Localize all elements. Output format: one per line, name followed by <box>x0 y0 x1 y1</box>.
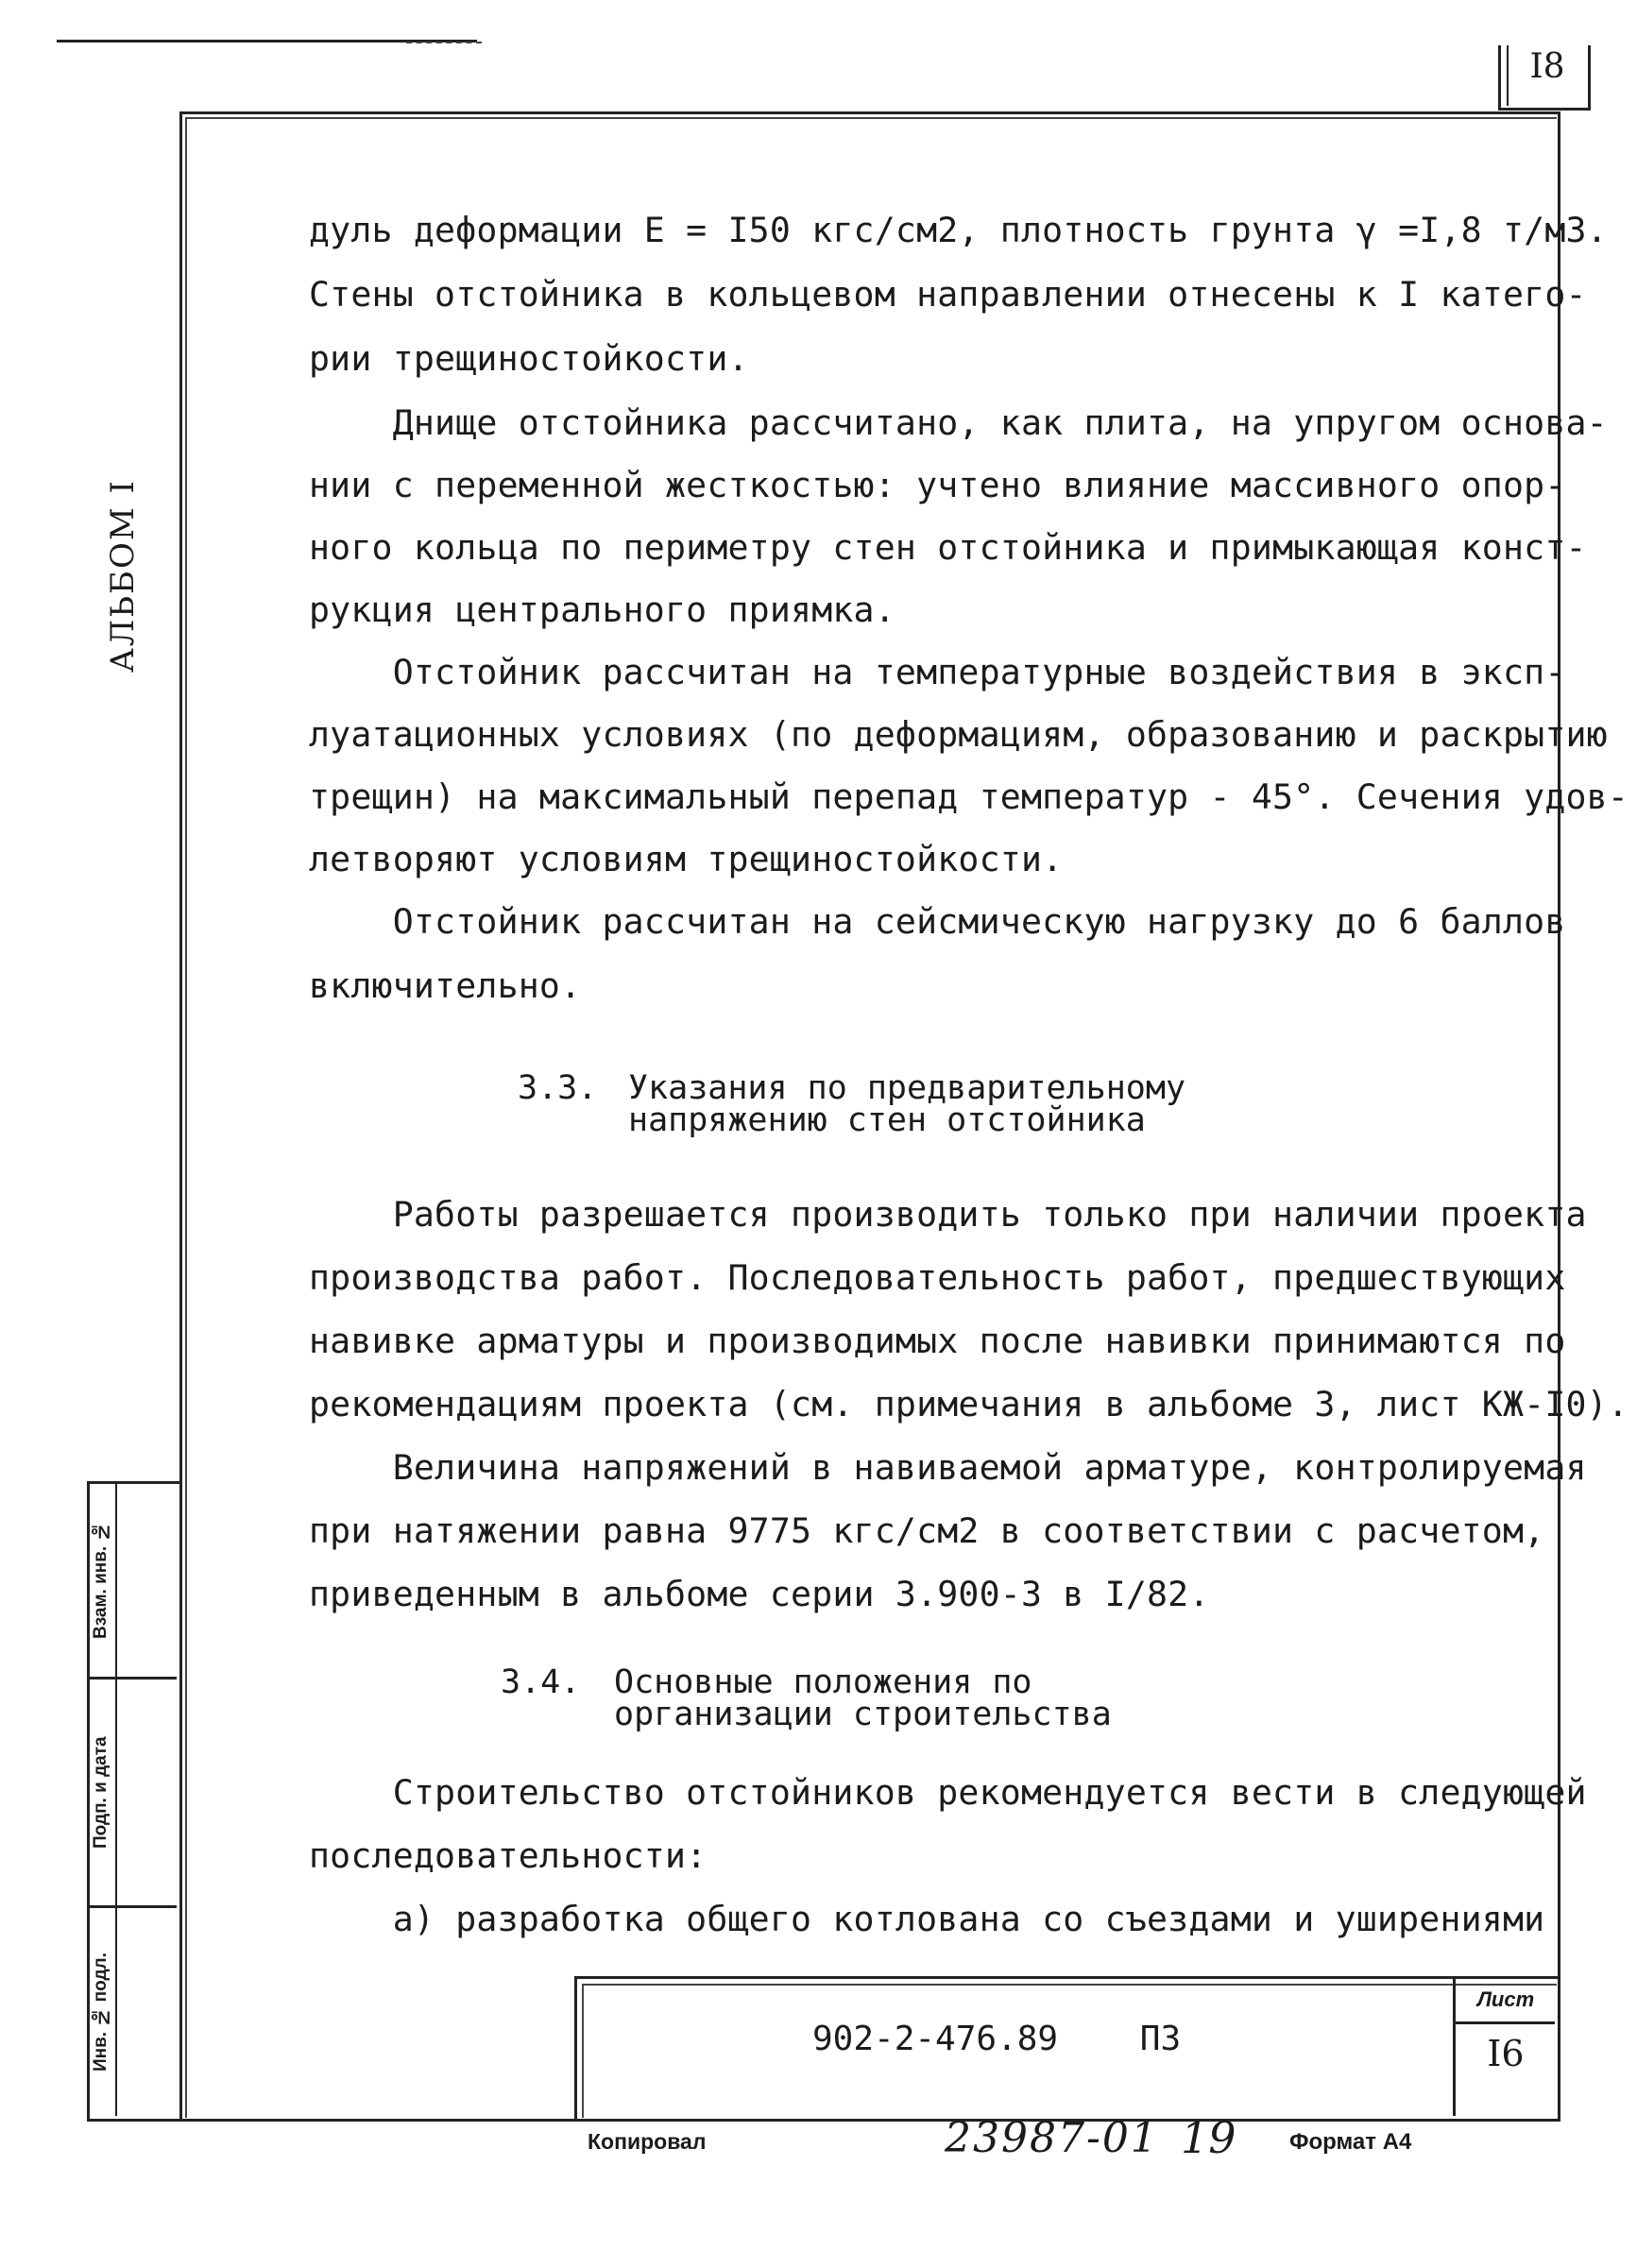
text-line: навивке арматуры и производимых после навивки принимаются по <box>309 1321 1566 1361</box>
footer-copied-label: Копировал <box>588 2129 707 2154</box>
text-line: производства работ. Последовательность работ, предшествующих <box>309 1257 1566 1298</box>
album-label: АЛЬБОМ I <box>104 479 142 674</box>
section-3-3-number: 3.3. <box>518 1069 598 1107</box>
section-3-4-title-line1: Основные положения по <box>614 1663 1032 1701</box>
text-line: а) разработка общего котлована со съездами и уширениями <box>309 1899 1545 1939</box>
text-line: Строительство отстойников рекомендуется вести в следующей <box>309 1772 1587 1813</box>
footer-handwritten-page: 19 <box>1181 2112 1236 2163</box>
footer-handwritten-number: 23987-01 <box>945 2114 1159 2162</box>
top-dashed-rule <box>406 42 482 43</box>
text-line: Стены отстойника в кольцевом направлении отнесены к I катего- <box>309 274 1587 315</box>
text-line: рукция центрального приямка. <box>309 589 895 630</box>
section-3-3-title-line1: Указания по предварительному <box>628 1069 1186 1107</box>
stamp-inv-replace-label: Взам. инв. № <box>91 1521 111 1640</box>
section-3-3-title-line2: напряжению стен отстойника <box>628 1101 1146 1139</box>
stamp-column-rule <box>115 1484 117 2116</box>
text-line: Работы разрешается производить только при наличии проекта <box>309 1194 1587 1235</box>
sheet-label: Лист <box>1476 1987 1535 2011</box>
text-line: летворяют условиям трещиностойкости. <box>309 839 1064 879</box>
text-line: Отстойник рассчитан на сейсмическую нагрузку до 6 баллов <box>309 901 1566 942</box>
text-line: дуль деформации E = I50 кгс/см2, плотность грунта γ =I,8 т/м3. <box>309 210 1608 250</box>
text-line: рекомендациям проекта (см. примечания в альбоме 3, лист КЖ-I0). <box>309 1384 1629 1424</box>
stamp-divider <box>90 1677 177 1680</box>
text-line: приведенным в альбоме серии 3.900-3 в I/82. <box>309 1574 1210 1614</box>
page-number-box-inner-rule <box>1507 45 1509 106</box>
text-line: ного кольца по периметру стен отстойника и примыкающая конст- <box>309 527 1587 568</box>
text-line: последовательности: <box>309 1835 708 1876</box>
text-line: луатационных условиях (по деформациям, образованию и раскрытию <box>309 714 1608 755</box>
text-line: включительно. <box>309 965 582 1006</box>
stamp-divider <box>90 1905 177 1908</box>
sheet-number: I6 <box>1487 2033 1525 2074</box>
text-line: нии с переменной жесткостью: учтено влияние массивного опор- <box>309 465 1566 505</box>
title-block-sheet-label-divider <box>1453 2021 1555 2024</box>
document-code: 902-2-476.89 ПЗ <box>812 2020 1182 2058</box>
section-3-4-title-line2: организации строительства <box>614 1696 1112 1733</box>
stamp-sign-date-label: Подп. и дата <box>91 1736 111 1849</box>
text-line: Величина напряжений в навиваемой арматуре, контролируемая <box>309 1447 1587 1488</box>
text-line: рии трещиностойкости. <box>309 338 749 379</box>
stamp-inv-original-label: Инв. № подл. <box>91 1953 111 2072</box>
text-line: Отстойник рассчитан на температурные воздействия в эксп- <box>309 652 1566 692</box>
title-block-sheet-divider <box>1453 1976 1456 2116</box>
text-line: Днище отстойника рассчитано, как плита, на упругом основа- <box>309 402 1608 443</box>
text-line: трещин) на максимальный перепад температур - 45°. Сечения удов- <box>309 776 1629 817</box>
footer-format-label: Формат А4 <box>1289 2129 1412 2155</box>
section-3-4-number: 3.4. <box>501 1663 581 1701</box>
text-line: при натяжении равна 9775 кгс/см2 в соответствии с расчетом, <box>309 1510 1545 1551</box>
page-number: I8 <box>1529 47 1565 86</box>
